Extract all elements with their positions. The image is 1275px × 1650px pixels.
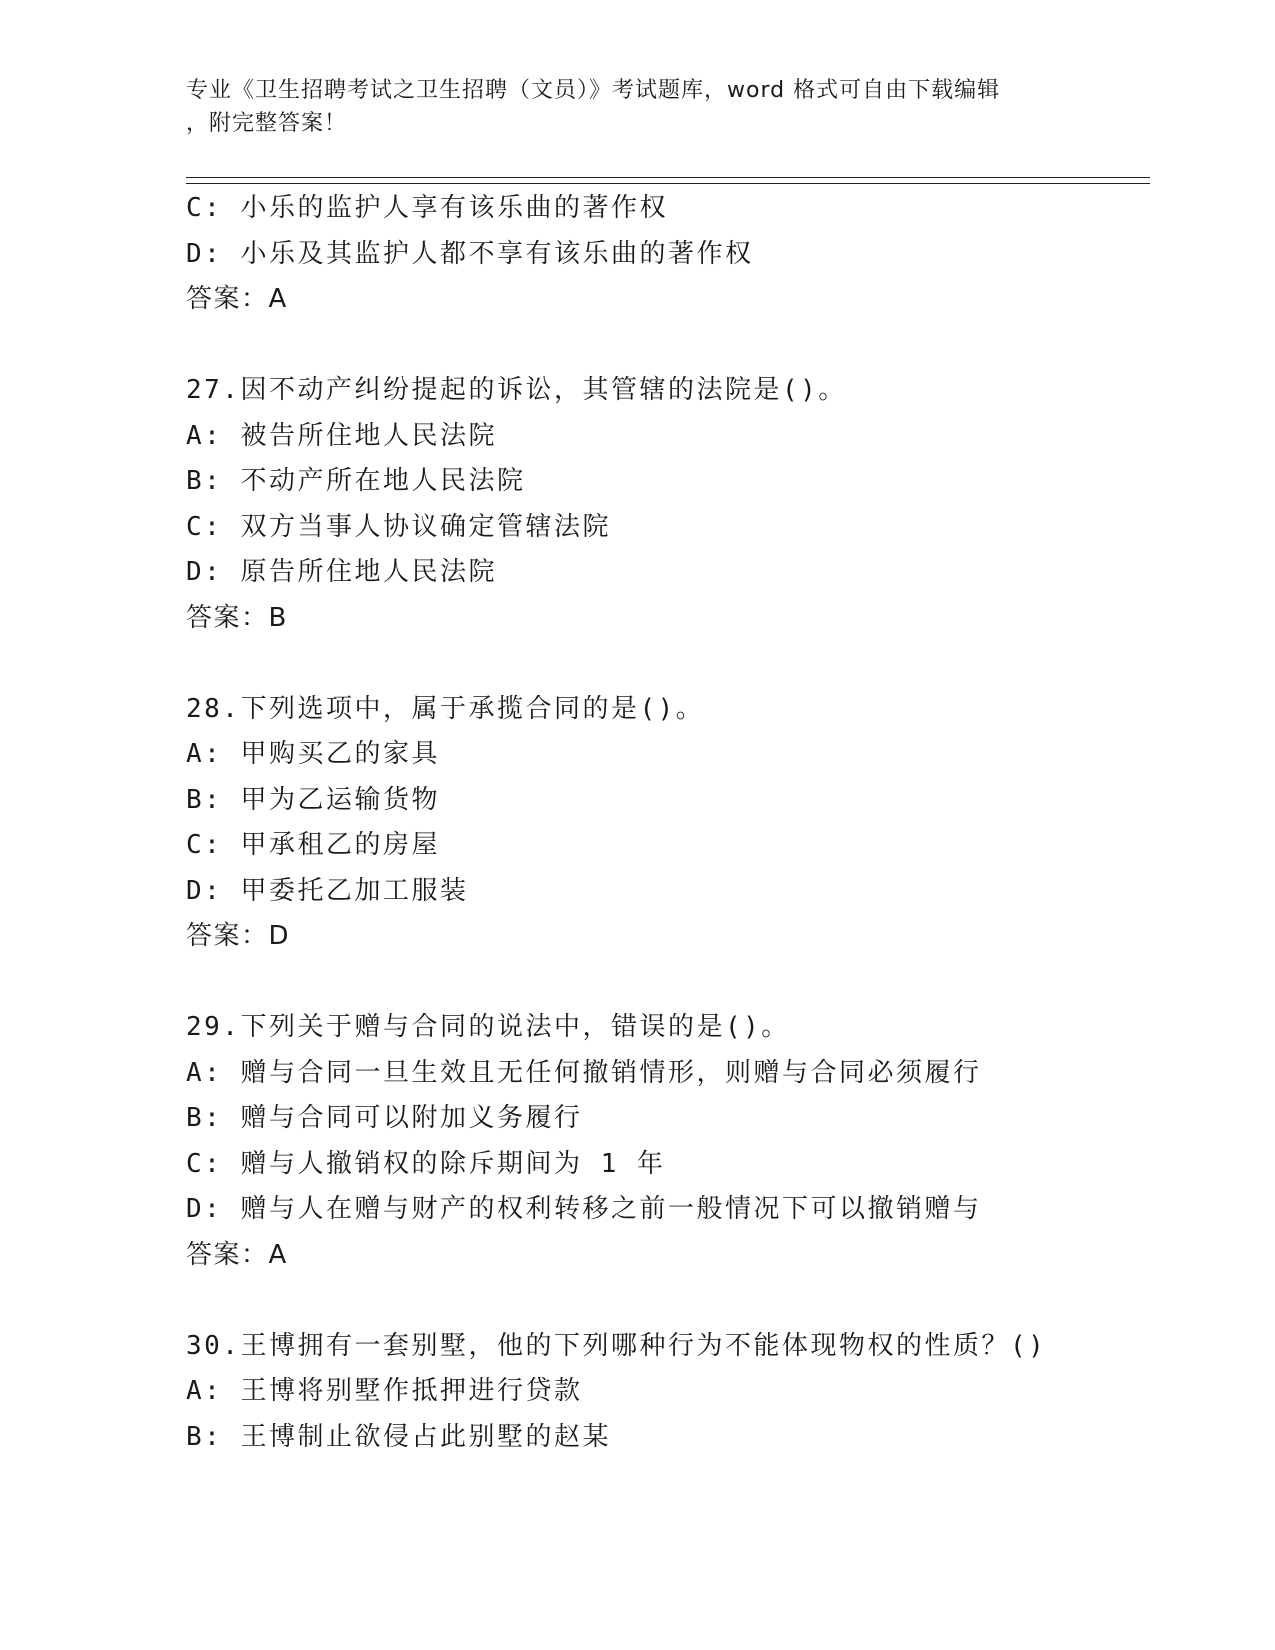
option-text: 小乐的监护人享有该乐曲的著作权: [240, 193, 668, 223]
spacer: [186, 323, 1186, 369]
option-text: 甲为乙运输货物: [240, 784, 440, 815]
answer-value: A: [268, 284, 288, 314]
spacer: [186, 641, 1186, 687]
option-key: C:: [186, 511, 223, 542]
option-line: [186, 186, 1186, 232]
question-stem: [186, 687, 1186, 733]
option-key: B:: [186, 1421, 223, 1452]
option-text: 不动产所在地人民法院: [240, 466, 526, 496]
question-text: 因不动产纠纷提起的诉讼，其管辖的法院是()。: [240, 375, 847, 405]
answer-line: [186, 914, 1186, 960]
option-text: 甲购买乙的家具: [240, 739, 440, 769]
option-key: C:: [186, 1148, 223, 1179]
option-line: [186, 1096, 1186, 1142]
question-number: 30.: [186, 1330, 241, 1361]
question-stem: [186, 368, 1186, 414]
option-key: D:: [186, 557, 223, 587]
option-text: 王博制止欲侵占此别墅的赵某: [240, 1421, 611, 1452]
option-line: [186, 505, 1186, 551]
option-key: A:: [186, 420, 223, 451]
spacer: [186, 1278, 1186, 1324]
option-line: [186, 1369, 1186, 1415]
option-text: 小乐及其监护人都不享有该乐曲的著作权: [240, 238, 754, 269]
option-line: [186, 869, 1186, 915]
option-key: D:: [186, 1194, 223, 1224]
answer-value: D: [268, 921, 291, 951]
question-number: 28.: [186, 693, 241, 724]
answer-value: B: [268, 602, 288, 633]
option-key: B:: [186, 784, 223, 815]
option-line: [186, 232, 1186, 278]
answer-label: 答案：: [186, 284, 269, 314]
answer-line: [186, 596, 1186, 642]
question-content: [186, 186, 1186, 1460]
option-key: C:: [186, 193, 223, 223]
option-line: [186, 1187, 1186, 1233]
question-text: 下列关于赠与合同的说法中，错误的是()。: [240, 1012, 790, 1042]
option-line: [186, 414, 1186, 460]
question-stem: [186, 1324, 1186, 1370]
header-rule-bottom: [186, 183, 1150, 184]
option-text: 被告所住地人民法院: [240, 420, 497, 451]
option-text: 赠与合同可以附加义务履行: [240, 1103, 583, 1133]
option-line: [186, 459, 1186, 505]
question-text: 下列选项中，属于承揽合同的是()。: [240, 693, 705, 724]
answer-label: 答案：: [186, 921, 269, 951]
option-line: [186, 1415, 1186, 1461]
option-text: 赠与合同一旦生效且无任何撤销情形，则赠与合同必须履行: [240, 1057, 982, 1088]
option-text: 双方当事人协议确定管辖法院: [240, 511, 611, 542]
answer-line: [186, 1233, 1186, 1279]
answer-label: 答案：: [186, 602, 269, 633]
answer-label: 答案：: [186, 1239, 269, 1270]
option-line: [186, 550, 1186, 596]
option-text: 赠与人在赠与财产的权利转移之前一般情况下可以撤销赠与: [240, 1194, 982, 1224]
question-text: 王博拥有一套别墅，他的下列哪种行为不能体现物权的性质？(): [240, 1330, 1047, 1361]
option-key: B:: [186, 466, 223, 496]
answer-line: [186, 277, 1186, 323]
option-key: B:: [186, 1103, 223, 1133]
option-key: D:: [186, 875, 223, 906]
option-line: [186, 732, 1186, 778]
option-line: [186, 1142, 1186, 1188]
question-number: 27.: [186, 375, 241, 405]
option-text: 甲承租乙的房屋: [240, 830, 440, 860]
option-line: [186, 823, 1186, 869]
option-key: C:: [186, 830, 223, 860]
option-key: A:: [186, 1376, 223, 1406]
option-line: [186, 1051, 1186, 1097]
option-key: A:: [186, 1057, 223, 1088]
option-key: A:: [186, 739, 223, 769]
option-key: D:: [186, 238, 223, 269]
header-line-1: 专业《卫生招聘考试之卫生招聘（文员）》考试题库，word 格式可自由下载编辑: [186, 78, 1001, 103]
question-number: 29.: [186, 1012, 241, 1042]
spacer: [186, 960, 1186, 1006]
option-line: [186, 778, 1186, 824]
option-text: 王博将别墅作抵押进行贷款: [240, 1376, 583, 1406]
document-header: [186, 74, 1066, 140]
option-text: 赠与人撤销权的除斥期间为 1 年: [240, 1148, 666, 1179]
header-line-2: ，附完整答案！: [186, 111, 348, 136]
question-stem: [186, 1005, 1186, 1051]
option-text: 甲委托乙加工服装: [240, 875, 469, 906]
option-text: 原告所住地人民法院: [240, 557, 497, 587]
answer-value: A: [268, 1239, 288, 1270]
header-rule-top: [186, 177, 1150, 178]
